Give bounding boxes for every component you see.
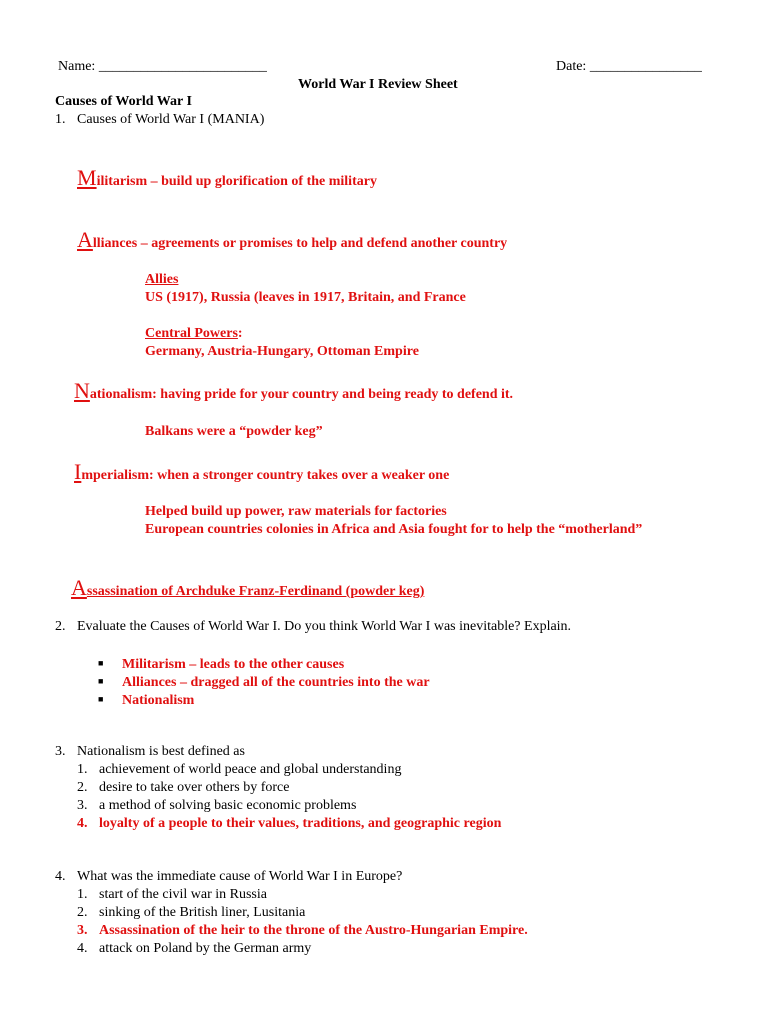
name-field-label: Name: ________________________ <box>58 59 267 74</box>
answer-option <box>77 940 311 958</box>
balkans-note: Balkans were a “powder keg” <box>145 424 323 439</box>
section-title: Causes of World War I <box>55 94 192 109</box>
mania-letter-a2: A <box>71 575 87 600</box>
mania-letter-i: I <box>74 459 82 484</box>
mania-nationalism <box>74 378 513 404</box>
militarism-definition: ilitarism – build up glorification of the military <box>96 174 377 189</box>
bullet-icon: ■ <box>98 694 104 704</box>
mania-letter-m: M <box>77 165 97 190</box>
option-text: Assassination of the heir to the throne of the Austro-Hungarian Empire. <box>99 923 528 938</box>
central-powers-colon: : <box>237 326 243 341</box>
question-3 <box>55 743 245 761</box>
bullet-text: Nationalism <box>122 693 195 708</box>
answer-option <box>77 761 401 779</box>
option-text: achievement of world peace and global understanding <box>99 762 402 777</box>
bullet-icon: ■ <box>98 676 104 686</box>
question-number: 3. <box>55 744 66 759</box>
question-4 <box>55 868 402 886</box>
correct-answer-option <box>77 922 528 940</box>
imperialism-note-2: European countries colonies in Africa and Asia fought for to help the “motherland” <box>145 522 643 537</box>
question-text: Causes of World War I (MANIA) <box>77 112 265 127</box>
question-text: What was the immediate cause of World War I in Europe? <box>77 869 403 884</box>
central-powers-heading <box>145 325 243 343</box>
mania-militarism <box>77 165 377 191</box>
option-number: 1. <box>77 762 88 777</box>
option-text: a method of solving basic economic problems <box>99 798 357 813</box>
alliances-definition: lliances – agreements or promises to help and defend another country <box>92 236 508 251</box>
option-number: 4. <box>77 816 88 831</box>
option-text: start of the civil war in Russia <box>99 887 267 902</box>
imperialism-note-1: Helped build up power, raw materials for factories <box>145 504 447 519</box>
bullet-icon: ■ <box>98 658 104 668</box>
option-number: 2. <box>77 905 88 920</box>
option-text: loyalty of a people to their values, traditions, and geographic region <box>99 816 502 831</box>
option-number: 1. <box>77 887 88 902</box>
answer-option <box>77 797 356 815</box>
answer-option <box>77 904 305 922</box>
mania-letter-a: A <box>77 227 93 252</box>
question-1 <box>55 111 264 129</box>
question-number: 2. <box>55 619 66 634</box>
list-item <box>98 690 194 710</box>
question-text: Evaluate the Causes of World War I. Do you think World War I was inevitable? Explain. <box>77 619 572 634</box>
option-text: desire to take over others by force <box>99 780 290 795</box>
nationalism-definition: ationalism: having pride for your country and being ready to defend it. <box>89 387 514 402</box>
allies-list: US (1917), Russia (leaves in 1917, Britain, and France <box>145 290 466 305</box>
mania-letter-n: N <box>74 378 90 403</box>
bullet-text: Alliances – dragged all of the countries into the war <box>122 675 430 690</box>
option-text: attack on Poland by the German army <box>99 941 312 956</box>
answer-option <box>77 886 267 904</box>
option-number: 3. <box>77 798 88 813</box>
question-text: Nationalism is best defined as <box>77 744 245 759</box>
option-number: 3. <box>77 923 88 938</box>
imperialism-definition: mperialism: when a stronger country takes over a weaker one <box>81 468 450 483</box>
question-number: 4. <box>55 869 66 884</box>
mania-alliances <box>77 227 507 253</box>
list-item <box>98 672 430 692</box>
option-text: sinking of the British liner, Lusitania <box>99 905 306 920</box>
allies-label: Allies <box>145 272 179 287</box>
list-item <box>98 654 344 674</box>
answer-option <box>77 779 289 797</box>
date-field-label: Date: ________________ <box>556 59 702 74</box>
correct-answer-option <box>77 815 501 833</box>
mania-assassination <box>71 575 424 601</box>
assassination-definition: ssassination of Archduke Franz-Ferdinand (powder keg) <box>86 584 425 599</box>
question-2 <box>55 618 571 636</box>
option-number: 4. <box>77 941 88 956</box>
page-title: World War I Review Sheet <box>298 77 458 92</box>
bullet-text: Militarism – leads to the other causes <box>122 657 345 672</box>
question-number: 1. <box>55 112 66 127</box>
option-number: 2. <box>77 780 88 795</box>
central-powers-label: Central Powers <box>145 326 238 341</box>
mania-imperialism <box>74 459 449 485</box>
central-powers-list: Germany, Austria-Hungary, Ottoman Empire <box>145 344 419 359</box>
